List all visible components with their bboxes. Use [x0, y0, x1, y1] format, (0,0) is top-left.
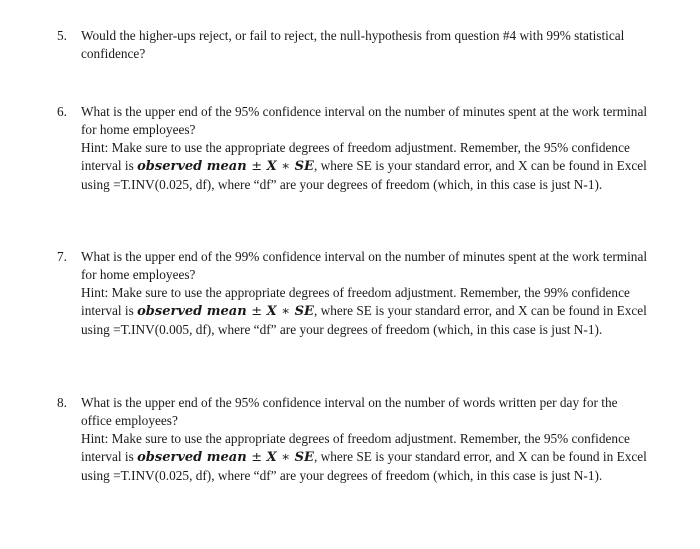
- formula-se: SE: [294, 450, 314, 465]
- question-body: [81, 27, 649, 63]
- question-body: [81, 103, 649, 194]
- question-body: [81, 394, 649, 485]
- question-number: 6.: [57, 104, 67, 119]
- ci-formula: [137, 159, 314, 174]
- formula-times: ∗: [281, 450, 291, 465]
- question-text: What is the upper end of the 95% confidence interval on the number of words written per day for the office employees?: [81, 395, 618, 428]
- formula-se: SE: [294, 304, 314, 319]
- hint-tail: , where SE is your standard error, and X can be found in Excel using =T.INV(0.025, df), where “df” are your degrees of freedom (which, in this case is just N-1).: [81, 158, 647, 192]
- question-number: 5.: [57, 28, 67, 43]
- hint-lead: Hint: Make sure to use the appropriate degrees of freedom adjustment. Remember, the 99% confidence interval is: [81, 285, 630, 318]
- formula-mean: observed mean: [137, 159, 247, 174]
- hint-tail: , where SE is your standard error, and X can be found in Excel using =T.INV(0.025, df), where “df” are your degrees of freedom (which, in this case is just N-1).: [81, 449, 647, 483]
- question-8: [57, 394, 649, 485]
- formula-x: X: [266, 450, 277, 465]
- ci-formula: [137, 450, 314, 465]
- hint-paragraph: [81, 284, 649, 339]
- formula-mean: observed mean: [137, 304, 247, 319]
- question-text: What is the upper end of the 95% confidence interval on the number of minutes spent at the work terminal for home employees?: [81, 104, 648, 137]
- formula-plus-minus: ±: [251, 450, 263, 465]
- question-text: What is the upper end of the 99% confidence interval on the number of minutes spent at the work terminal for home employees?: [81, 249, 648, 282]
- hint-paragraph: [81, 139, 649, 194]
- ci-formula: [137, 304, 314, 319]
- question-5: [57, 27, 649, 63]
- formula-plus-minus: ±: [251, 159, 263, 174]
- formula-se: SE: [294, 159, 314, 174]
- question-number: 7.: [57, 249, 67, 264]
- question-6: [57, 103, 649, 194]
- formula-times: ∗: [281, 304, 291, 319]
- hint-lead: Hint: Make sure to use the appropriate degrees of freedom adjustment. Remember, the 95% confidence interval is: [81, 140, 630, 173]
- formula-plus-minus: ±: [251, 304, 263, 319]
- question-7: [57, 248, 649, 339]
- hint-paragraph: [81, 430, 649, 485]
- formula-mean: observed mean: [137, 450, 247, 465]
- hint-lead: Hint: Make sure to use the appropriate degrees of freedom adjustment. Remember, the 95% confidence interval is: [81, 431, 630, 464]
- formula-x: X: [266, 159, 277, 174]
- formula-x: X: [266, 304, 277, 319]
- question-number: 8.: [57, 395, 67, 410]
- formula-times: ∗: [281, 159, 291, 174]
- question-text: Would the higher-ups reject, or fail to reject, the null-hypothesis from question #4 with 99% statistical confidence?: [81, 28, 625, 61]
- question-body: [81, 248, 649, 339]
- hint-tail: , where SE is your standard error, and X can be found in Excel using =T.INV(0.005, df), where “df” are your degrees of freedom (which, in this case is just N-1).: [81, 303, 647, 337]
